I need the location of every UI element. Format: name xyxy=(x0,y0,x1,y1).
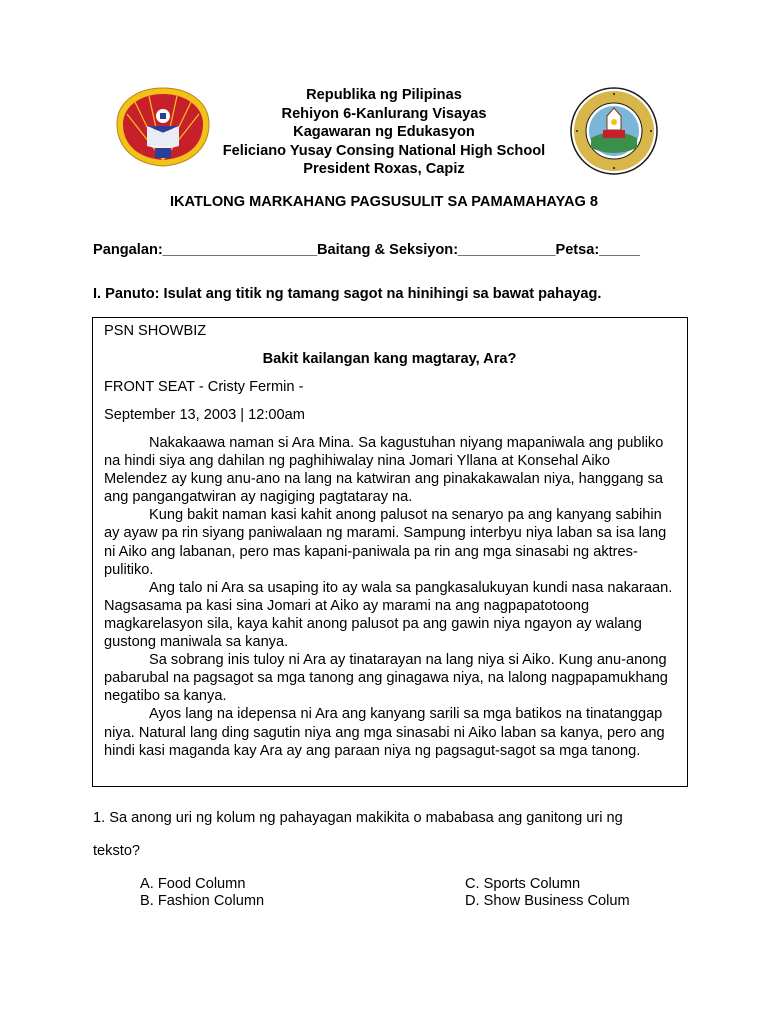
article-paragraph: Nakakaawa naman si Ara Mina. Sa kagustuhan niyang mapaniwala ang publiko na hindi siya ang dahilan ng paghihiwalay nina Jomari Yllana at Konsehal Aiko Melendez ay kung anu-ano na lang na katwiran ang pinakakawalan niya, hanggang sa ang pangangatwiran ay nagiging pagtataray na. xyxy=(104,435,664,506)
student-info-line: Pangalan:___________________Baitang & Seksiyon:____________Petsa:_____ xyxy=(93,242,640,258)
choice-d: D. Show Business Colum xyxy=(465,893,630,909)
header-line-address: President Roxas, Capiz xyxy=(303,161,465,178)
exam-title: IKATLONG MARKAHANG PAGSUSULIT SA PAMAMAHAYAG 8 xyxy=(169,194,599,210)
choice-b: B. Fashion Column xyxy=(140,893,265,909)
question-text-line1: 1. Sa anong uri ng kolum ng pahayagan makikita o mababasa ang ganitong uri ng xyxy=(93,810,623,826)
article-paragraph: Kung bakit naman kasi kahit anong palusot na senaryo pa ang kanyang sabihin ay ayaw pa rin siyang paniwalaan ng marami. Sampung interbyu niya laban sa isa lang ni Aiko ang labanan, pero mas kapani-paniwala pa rin ang mga sinasabi ng aktres-pulitiko. xyxy=(104,507,667,578)
article-section: PSN SHOWBIZ xyxy=(104,323,207,339)
question-text-line2: teksto? xyxy=(93,843,141,859)
header-line-region: Rehiyon 6-Kanlurang Visayas xyxy=(281,105,487,122)
article-box xyxy=(92,317,688,787)
article-paragraph: Ayos lang na idepensa ni Ara ang kanyang sarili sa mga batikos na tinatanggap niya. Natural lang ding sagutin niya ang mga sinasabi ni Aiko laban sa kanya, pero ang hindi kasi maganda kay Ara ay ang paraan niya ng pagsagut-sagot sa mga tanong. xyxy=(104,706,665,759)
article-byline: FRONT SEAT - Cristy Fermin - xyxy=(104,379,304,395)
header-line-department: Kagawaran ng Edukasyon xyxy=(293,124,475,141)
school-header xyxy=(0,86,768,179)
article-title: Bakit kailangan kang magtaray, Ara? xyxy=(262,351,517,367)
article-paragraph: Sa sobrang inis tuloy ni Ara ay tinatarayan na lang niya si Aiko. Kung anu-anong pabarubal na pagsagot sa mga tanong ang ginagawa niya, na lalong nagpapamukhang negatibo sa kanya. xyxy=(104,652,668,705)
choice-c: C. Sports Column xyxy=(465,876,581,892)
article-body xyxy=(104,434,675,760)
article-paragraph: Ang talo ni Ara sa usaping ito ay wala sa pangkasalukuyan kundi nasa nakaraan. Nagsasama pa kasi sina Jomari at Aiko ay marami na ang nagpapatotoong magkarelasyon sila, kaya kahit anong palusot pa ang gawin niya ngayon ay walang gustong maniwala sa kanya. xyxy=(104,579,673,651)
question-1 xyxy=(93,810,673,859)
choice-a: A. Food Column xyxy=(140,876,246,892)
header-line-republic: Republika ng Pilipinas xyxy=(306,87,462,103)
article-date: September 13, 2003 | 12:00am xyxy=(104,407,305,423)
instruction-text: I. Panuto: Isulat ang titik ng tamang sagot na hinihingi sa bawat pahayag. xyxy=(93,286,602,302)
header-line-school: Feliciano Yusay Consing National High School xyxy=(222,142,546,159)
